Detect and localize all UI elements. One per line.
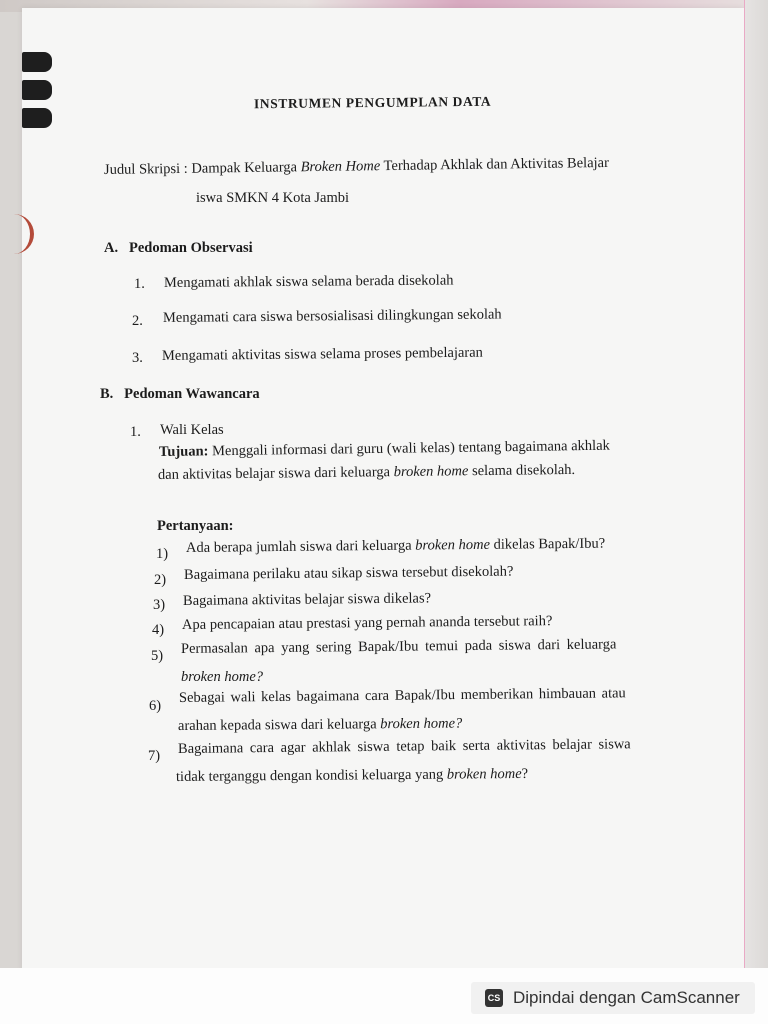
question-num-7: 7) bbox=[148, 748, 161, 764]
question-5-cont: broken home? bbox=[181, 669, 264, 685]
judul-label: Judul Skripsi : bbox=[103, 160, 188, 178]
watermark-text: Dipindai dengan CamScanner bbox=[513, 988, 740, 1007]
camscanner-logo-icon: CS bbox=[485, 989, 503, 1007]
question-3: Bagaimana aktivitas belajar siswa dikelas? bbox=[182, 590, 432, 609]
judul-line-1: Judul Skripsi : Dampak Keluarga Broken Home Terhadap Akhlak dan Aktivitas Belajar bbox=[103, 154, 609, 178]
question-6-cont: arahan kepada siswa dari keluarga broken home? bbox=[177, 715, 463, 734]
question-num-3: 3) bbox=[153, 597, 166, 613]
tujuan-line-1: Tujuan: Menggali informasi dari guru (wali kelas) tentang bagaimana akhlak bbox=[158, 437, 610, 460]
binder-clip-icon bbox=[22, 52, 52, 128]
question-5: Permasalan apa yang sering Bapak/Ibu temui pada siswa dari keluarga bbox=[180, 636, 617, 657]
observasi-item-2: Mengamati cara siswa bersosialisasi dilingkungan sekolah bbox=[162, 306, 502, 326]
question-7-cont: tidak terganggu dengan kondisi keluarga yang broken home? bbox=[175, 765, 529, 785]
observasi-item-1: Mengamati akhlak siswa selama berada disekolah bbox=[163, 272, 454, 291]
section-a-heading: A. Pedoman Observasi bbox=[104, 240, 253, 256]
question-num-2: 2) bbox=[154, 572, 167, 588]
document-title: INSTRUMEN PENGUMPLAN DATA bbox=[253, 93, 492, 112]
question-6: Sebagai wali kelas bagaimana cara Bapak/Ibu memberikan himbauan atau bbox=[178, 685, 626, 706]
page-right-edge bbox=[744, 0, 768, 1024]
tujuan-label: Tujuan: bbox=[158, 443, 209, 460]
page-margin-line bbox=[744, 0, 745, 970]
observasi-num-3: 3. bbox=[132, 350, 143, 366]
observasi-item-3: Mengamati aktivitas siswa selama proses pembelajaran bbox=[161, 344, 483, 364]
document-sheet bbox=[22, 8, 744, 970]
question-num-1: 1) bbox=[156, 546, 169, 562]
section-b-heading: B. Pedoman Wawancara bbox=[100, 386, 260, 402]
observasi-num-1: 1. bbox=[134, 276, 145, 292]
judul-line-2: iswa SMKN 4 Kota Jambi bbox=[196, 190, 350, 206]
question-1: Ada berapa jumlah siswa dari keluarga broken home dikelas Bapak/Ibu? bbox=[185, 535, 606, 556]
question-num-4: 4) bbox=[152, 622, 165, 638]
question-7: Bagaimana cara agar akhlak siswa tetap baik serta aktivitas belajar siswa bbox=[177, 736, 631, 757]
question-2: Bagaimana perilaku atau sikap siswa tersebut disekolah? bbox=[183, 563, 514, 583]
wawancara-sub-num: 1. bbox=[130, 424, 141, 440]
observasi-num-2: 2. bbox=[132, 313, 143, 329]
camscanner-watermark bbox=[471, 982, 755, 1014]
pertanyaan-label: Pertanyaan: bbox=[157, 518, 234, 534]
question-num-5: 5) bbox=[151, 648, 164, 664]
question-4: Apa pencapaian atau prestasi yang pernah ananda tersebut raih? bbox=[181, 613, 553, 633]
tujuan-line-2: dan aktivitas belajar siswa dari keluarga broken home selama disekolah. bbox=[157, 461, 576, 483]
question-num-6: 6) bbox=[149, 698, 162, 714]
wawancara-sub-heading: Wali Kelas bbox=[160, 422, 224, 438]
